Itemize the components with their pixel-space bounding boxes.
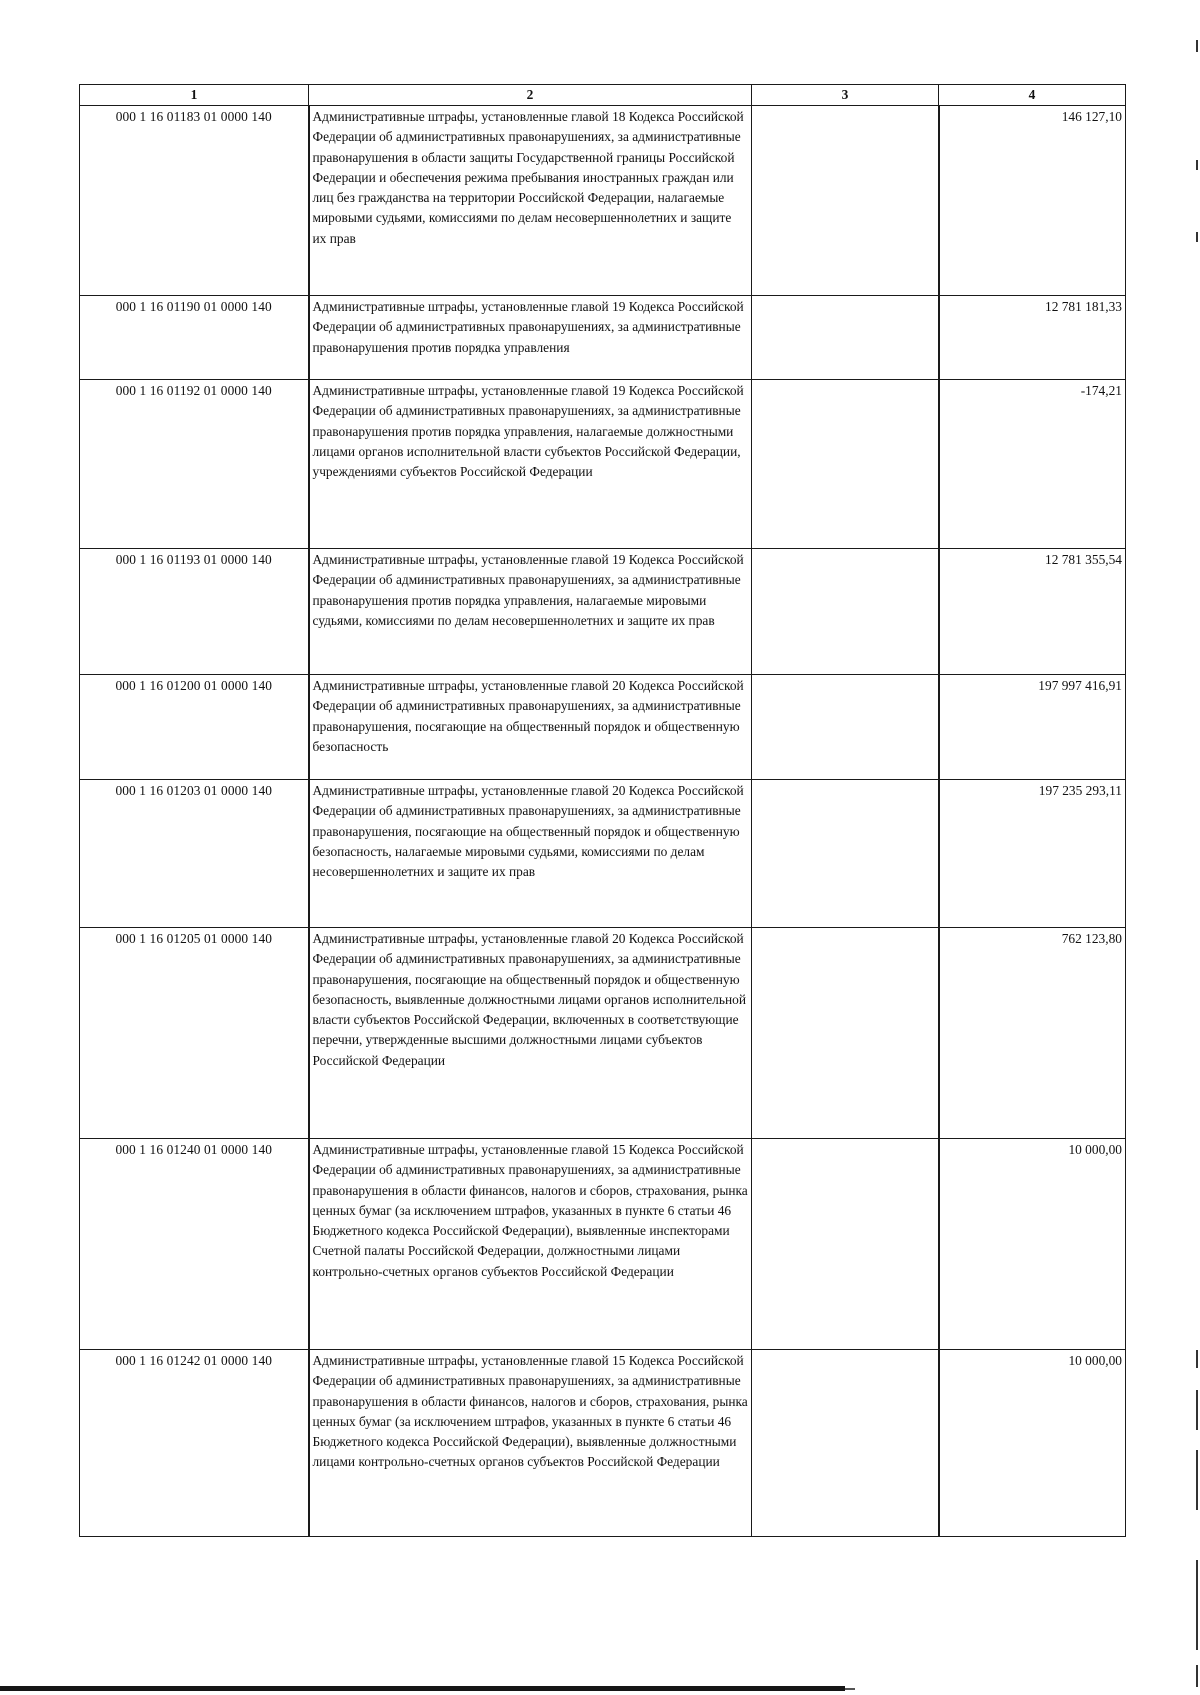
col3-value	[752, 780, 939, 928]
revenue-description: Административные штрафы, установленные главой 20 Кодекса Российской Федерации об административных правонарушениях, за административные правонарушения, посягающие на общественный порядок и общественную безопасность	[309, 675, 752, 780]
amount-value: 197 235 293,11	[939, 780, 1126, 928]
col3-value	[752, 1350, 939, 1537]
table-row	[80, 296, 1126, 380]
table-body	[80, 106, 1126, 1537]
revenue-description: Административные штрафы, установленные главой 19 Кодекса Российской Федерации об административных правонарушениях, за административные правонарушения против порядка управления, налагаемые мировыми судьями, комиссиями по делам несовершеннолетних и защите их прав	[309, 549, 752, 675]
scan-edge-mark	[1196, 1560, 1198, 1650]
header-col-4: 4	[939, 85, 1126, 106]
scan-edge-mark	[1196, 1350, 1198, 1368]
col3-value	[752, 1139, 939, 1350]
scan-edge-mark	[1196, 160, 1198, 170]
table-row	[80, 549, 1126, 675]
table-row	[80, 106, 1126, 296]
revenue-description: Административные штрафы, установленные главой 15 Кодекса Российской Федерации об административных правонарушениях, за административные правонарушения в области финансов, налогов и сборов, страхования, рынка ценных бумаг (за исключением штрафов, указанных в пункте 6 статьи 46 Бюджетного кодекса Российской Федерации), выявленные инспекторами Счетной палаты Российской Федерации, должностными лицами контрольно-счетных органов субъектов Российской Федерации	[309, 1139, 752, 1350]
header-row	[80, 85, 1126, 106]
budget-code: 000 1 16 01242 01 0000 140	[80, 1350, 309, 1537]
scan-bottom-rule	[0, 1686, 845, 1691]
amount-value: -174,21	[939, 380, 1126, 549]
header-col-3: 3	[752, 85, 939, 106]
header-col-2: 2	[309, 85, 752, 106]
amount-value: 762 123,80	[939, 928, 1126, 1139]
col3-value	[752, 296, 939, 380]
budget-code: 000 1 16 01205 01 0000 140	[80, 928, 309, 1139]
amount-value: 12 781 355,54	[939, 549, 1126, 675]
amount-value: 10 000,00	[939, 1139, 1126, 1350]
budget-code: 000 1 16 01240 01 0000 140	[80, 1139, 309, 1350]
header-col-1: 1	[80, 85, 309, 106]
budget-code: 000 1 16 01192 01 0000 140	[80, 380, 309, 549]
table-row	[80, 1350, 1126, 1537]
budget-code: 000 1 16 01183 01 0000 140	[80, 106, 309, 296]
scan-bottom-rule-tail	[845, 1688, 855, 1690]
budget-code: 000 1 16 01200 01 0000 140	[80, 675, 309, 780]
revenue-description: Административные штрафы, установленные главой 15 Кодекса Российской Федерации об административных правонарушениях, за административные правонарушения в области финансов, налогов и сборов, страхования, рынка ценных бумаг (за исключением штрафов, указанных в пункте 6 статьи 46 Бюджетного кодекса Российской Федерации), выявленные должностными лицами контрольно-счетных органов субъектов Российской Федерации	[309, 1350, 752, 1537]
revenue-description: Административные штрафы, установленные главой 18 Кодекса Российской Федерации об административных правонарушениях, за административные правонарушения в области защиты Государственной границы Российской Федерации и обеспечения режима пребывания иностранных граждан или лиц без гражданства на территории Российской Федерации, налагаемые мировыми судьями, комиссиями по делам несовершеннолетних и защите их прав	[309, 106, 752, 296]
scan-edge-mark	[1196, 1390, 1198, 1430]
revenue-table	[79, 84, 1126, 1537]
revenue-description: Административные штрафы, установленные главой 20 Кодекса Российской Федерации об административных правонарушениях, за административные правонарушения, посягающие на общественный порядок и общественную безопасность, налагаемые мировыми судьями, комиссиями по делам несовершеннолетних и защите их прав	[309, 780, 752, 928]
table-header	[80, 85, 1126, 106]
table-row	[80, 780, 1126, 928]
scan-edge-mark	[1196, 1665, 1198, 1687]
amount-value: 10 000,00	[939, 1350, 1126, 1537]
col3-value	[752, 928, 939, 1139]
revenue-description: Административные штрафы, установленные главой 20 Кодекса Российской Федерации об административных правонарушениях, за административные правонарушения, посягающие на общественный порядок и общественную безопасность, выявленные должностными лицами органов исполнительной власти субъектов Российской Федерации, включенных в соответствующие перечни, утвержденные высшими должностными лицами субъектов Российской Федерации	[309, 928, 752, 1139]
amount-value: 197 997 416,91	[939, 675, 1126, 780]
table-row	[80, 928, 1126, 1139]
scan-edge-mark	[1196, 40, 1198, 52]
scan-edge-mark	[1196, 1450, 1198, 1510]
table-row	[80, 1139, 1126, 1350]
revenue-description: Административные штрафы, установленные главой 19 Кодекса Российской Федерации об административных правонарушениях, за административные правонарушения против порядка управления	[309, 296, 752, 380]
scan-edge-mark	[1196, 232, 1198, 242]
budget-code: 000 1 16 01203 01 0000 140	[80, 780, 309, 928]
revenue-description: Административные штрафы, установленные главой 19 Кодекса Российской Федерации об административных правонарушениях, за административные правонарушения против порядка управления, налагаемые должностными лицами органов исполнительной власти субъектов Российской Федерации, учреждениями субъектов Российской Федерации	[309, 380, 752, 549]
budget-code: 000 1 16 01193 01 0000 140	[80, 549, 309, 675]
col3-value	[752, 106, 939, 296]
table-row	[80, 380, 1126, 549]
col3-value	[752, 549, 939, 675]
amount-value: 146 127,10	[939, 106, 1126, 296]
amount-value: 12 781 181,33	[939, 296, 1126, 380]
col3-value	[752, 380, 939, 549]
col3-value	[752, 675, 939, 780]
table-row	[80, 675, 1126, 780]
budget-code: 000 1 16 01190 01 0000 140	[80, 296, 309, 380]
